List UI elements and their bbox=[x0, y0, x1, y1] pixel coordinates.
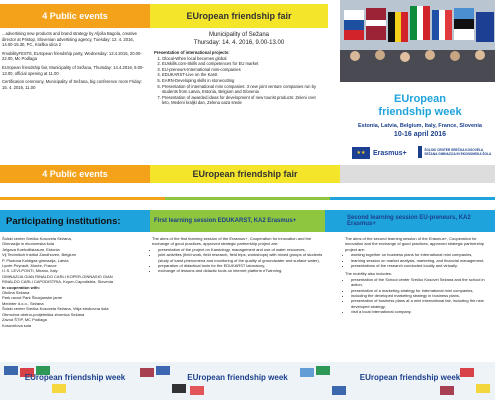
session1-item: • exchange of lessons and didactic tools on internet platform eTwinning. bbox=[158, 268, 324, 273]
institution-item: I.I.S. LEVI-PONTI, Mirano, Italy bbox=[2, 268, 58, 274]
flags-photo-image bbox=[340, 0, 495, 82]
fair-location: Municipality of Sežana bbox=[208, 32, 270, 38]
projects-block bbox=[154, 50, 324, 106]
mobility-title: The mobility also includes: bbox=[345, 271, 392, 277]
institution-item: Lycée Peyrault, Morée, France bbox=[2, 263, 57, 269]
footer-label: EUropean friendship week bbox=[24, 373, 126, 382]
institution-item: Zavod ŠTIP, MC Podlaga bbox=[2, 317, 47, 323]
mobility-list bbox=[345, 277, 493, 315]
session2-title: Second learning session EU-preneurs, KA2 Erasmus+ bbox=[347, 215, 471, 227]
eu-flag-icon: ★★ bbox=[352, 147, 370, 159]
footer-label: EUropean friendship week bbox=[187, 373, 288, 382]
flags-photo bbox=[340, 0, 495, 82]
public-events-body bbox=[2, 31, 146, 90]
institution-item: Kosovelova sola bbox=[2, 322, 32, 328]
projects-title: Presentation of international projects: bbox=[154, 50, 230, 55]
project-item: 2. EUskills.com-Skills and competences for EU market bbox=[162, 61, 324, 67]
mobility-item: • presentation of a marketing strategy for international mini companies, bbox=[351, 288, 493, 293]
mobility-item: • including the developed marketing strategy in business plans, bbox=[351, 293, 493, 298]
session2-header bbox=[325, 210, 495, 232]
projects-list bbox=[154, 56, 324, 106]
mobility-item: • visit a local international company. bbox=[351, 309, 493, 314]
school-name: ŠOLSKI CENTER SREČKA KOSOVELA SEŽANA GIMNAZIJA IN EKONOMSKA ŠOLA bbox=[424, 148, 492, 156]
mid-band-center bbox=[150, 165, 340, 183]
event-item: #mobilityFEST6, EUropean friendship party, Wednesday: 13.4.2016, 20.00-22.00, Mc Podlaga bbox=[2, 50, 142, 62]
session1-body bbox=[152, 236, 324, 274]
mid-band bbox=[0, 165, 495, 183]
institutions-header bbox=[0, 210, 150, 232]
session2-list bbox=[345, 252, 493, 268]
mid-band-center-label: EUropean friendship fair bbox=[192, 169, 298, 179]
project-item: 6. Presentation of international mini companies: 3 new joint venture companies run by students from Latvia, Estonia, Belgium and Slovenia bbox=[162, 84, 324, 95]
session2-body bbox=[345, 236, 493, 315]
institution-item: P. Pludona Kuldigas gimnazija, Latvia bbox=[2, 257, 69, 263]
institution-item: GIMNAZIJA GIAN RINALDO CARLI KOPER-GINNASIO GIAN bbox=[2, 273, 113, 279]
erasmus-label: Erasmus+ bbox=[373, 149, 407, 157]
institutions-title: Participating institutions: bbox=[6, 215, 121, 227]
erasmus-logo bbox=[352, 146, 407, 160]
mid-band-left-label: 4 Public events bbox=[42, 169, 108, 179]
project-item: 3. EU-preneurs-International mini-companies bbox=[162, 67, 324, 73]
institution-item: RINALDO CARLI CAPODISTRIA, Koper-Capodistria, Slovenia bbox=[2, 279, 113, 285]
public-events-title: 4 Public events bbox=[42, 11, 108, 21]
school-logo-icon bbox=[418, 146, 422, 158]
color-stripe bbox=[0, 197, 495, 200]
mobility-item: • presentation of the School center Srečko Kosovel Sežana and the school in action, bbox=[351, 277, 493, 288]
cooperation-title: In cooperation with: bbox=[2, 284, 40, 290]
fair-subtitle bbox=[150, 31, 328, 47]
session1-item: • preparation of didactical tools for the EDUKARST laboratory, bbox=[158, 263, 324, 268]
session1-title: First learning session EDUKARST, KA2 Erasmus+ bbox=[154, 218, 297, 224]
cover-dates: 10-16 april 2016 bbox=[393, 131, 447, 138]
cover-title-line2: friendship week bbox=[378, 106, 462, 118]
mobility-item: • presentation of business plans at a mini international fair, including the new developed strategy, bbox=[351, 298, 493, 309]
event-item: EUropean friendship fair, Municipality of Sežana, Thursday: 14.4.2016, 9.00-13.00, official opening at 11.00 bbox=[2, 64, 144, 76]
fair-date: Thursday: 14. 4. 2016, 9.00-13.00 bbox=[193, 40, 285, 46]
session2-item: • learning session on market analysis, marketing, and financial management, bbox=[351, 258, 493, 263]
public-events-header bbox=[0, 4, 150, 28]
project-item: 5. EARN-Developing skills in stonecutting bbox=[162, 78, 324, 84]
school-logo bbox=[418, 146, 493, 158]
session1-intro: The aims of the first learning session of the Erasmus+, Cooperation for innovation and the exchange of good practices, approved strategic partnership project are: bbox=[152, 236, 312, 247]
cover-countries: Estonia, Latvia, Belgium, Italy, France, Slovenia bbox=[358, 123, 482, 129]
session1-item: • presentation of the project on Karstology, management and use of water resources, bbox=[158, 247, 324, 252]
cover-title bbox=[345, 93, 495, 119]
institution-item: Gimnazija in ekonomska šola bbox=[2, 241, 55, 247]
project-item: 7. Presentation of awarded ideas for development of new tourist products: Zeleni cvet leto, Medeni kraljki dan, Zelena oaza srede bbox=[162, 95, 324, 106]
fair-title: EUropean friendship fair bbox=[186, 11, 292, 21]
institutions-list bbox=[2, 236, 148, 328]
session2-item: • working together on business plans for international mini companies, bbox=[351, 252, 493, 257]
institution-item: Vij Technikch Institut Zandhoven, Belgium bbox=[2, 252, 76, 258]
fair-header bbox=[150, 4, 328, 28]
mid-band-left bbox=[0, 165, 150, 183]
session2-intro: The aims of the second learning session of the Erasmus+, Cooperation for innovation and the exchange of good practices, approved strategic partnership project are: bbox=[345, 236, 484, 252]
session1-item: • joint activities (field work, field research, field trips, workshops) with mixed groups of students (study of karst phenomena and monitoring of the quality of groundwater and surface water), bbox=[158, 252, 324, 263]
event-item: ...advertising new products and brand strategy by Aljoša Bagola, creative director at Pristop, Slovenian advertising agency, Tuesday: 12. 4. 2016, 14.00-15.30, PC, Kraška ulica 2 bbox=[2, 31, 138, 48]
session1-list bbox=[152, 247, 324, 274]
cover-title-line1: EUropean bbox=[394, 93, 446, 105]
mid-band-right bbox=[340, 165, 495, 183]
project-item: 1. Glocal-When local becomes global bbox=[162, 56, 324, 62]
institution-item: Območna obrtno-podjetniška zbornica Sežana bbox=[2, 311, 85, 317]
event-item: Certification ceremony, Municipality of Sežana, big conference room Friday: 15. 4. 2016, 11.00 bbox=[2, 79, 143, 90]
institution-item: Mednter d.o.o., Sežana bbox=[2, 300, 44, 306]
session1-header bbox=[150, 210, 325, 232]
institution-item: Šolski center Srečka Kosovela Sežana, bbox=[2, 236, 72, 241]
institution-item: Občina Sežana bbox=[2, 290, 30, 296]
institution-item: Park ravod Park Škocjanske jame bbox=[2, 295, 63, 301]
institution-item: Šolski center Srečka Kosovela Sežana, Višja strokovna šola bbox=[2, 306, 109, 312]
project-item: 4. EDUKARST-Live on the Karst bbox=[162, 72, 324, 78]
footer-label: EUropean friendship week bbox=[359, 373, 461, 382]
session2-item: • presentations of the research conducted locally and virtually. bbox=[351, 263, 493, 268]
institution-item: Jelgava Koeholitsizaum, Estonia bbox=[2, 246, 60, 252]
